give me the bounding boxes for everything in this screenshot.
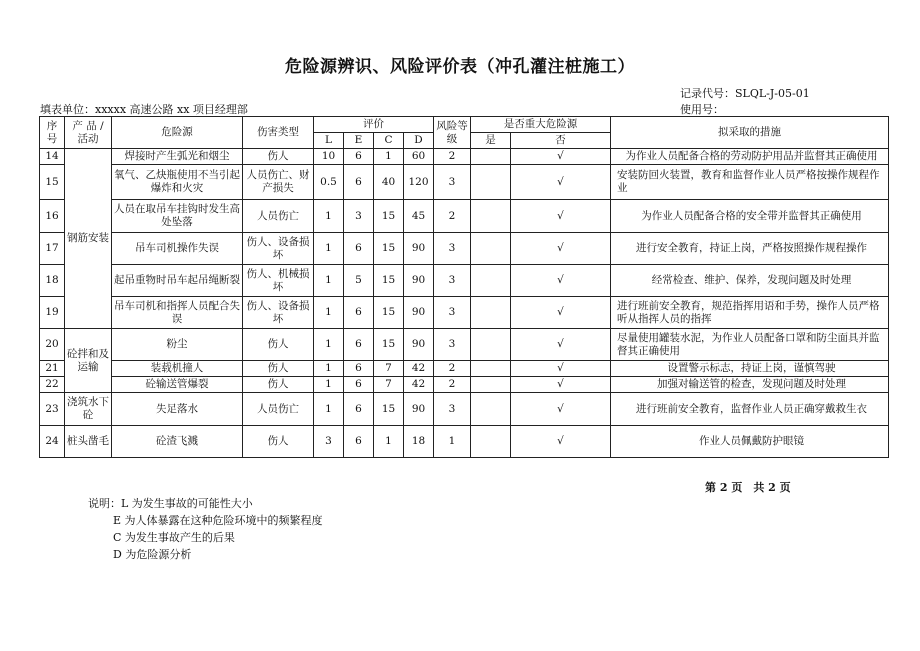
cell-level: 2 <box>434 361 471 377</box>
cell-yes <box>471 200 511 233</box>
page-number: 第 2 页 共 2 页 <box>705 481 791 494</box>
cell-no: √ <box>511 265 611 297</box>
cell-C: 40 <box>374 165 404 200</box>
cell-yes <box>471 265 511 297</box>
cell-L: 3 <box>314 426 344 458</box>
header-E: E <box>344 133 374 149</box>
cell-harm: 伤人 <box>243 149 314 165</box>
cell-seq: 24 <box>40 426 65 458</box>
cell-E: 6 <box>344 233 374 265</box>
cell-E: 6 <box>344 426 374 458</box>
cell-seq: 16 <box>40 200 65 233</box>
cell-D: 90 <box>404 393 434 426</box>
cell-D: 90 <box>404 233 434 265</box>
cell-C: 15 <box>374 233 404 265</box>
cell-C: 15 <box>374 297 404 329</box>
note-line: 说明：L 为发生事故的可能性大小 <box>88 497 253 510</box>
cell-yes <box>471 297 511 329</box>
cell-D: 42 <box>404 377 434 393</box>
cell-C: 1 <box>374 426 404 458</box>
header-eval: 评价 <box>314 117 434 133</box>
record-code: 记录代号：SLQL-J-05-01 <box>680 87 810 100</box>
cell-no: √ <box>511 361 611 377</box>
cell-D: 90 <box>404 265 434 297</box>
note-line: D 为危险源分析 <box>113 548 192 561</box>
cell-D: 42 <box>404 361 434 377</box>
cell-yes <box>471 233 511 265</box>
cell-harm: 伤人 <box>243 426 314 458</box>
cell-C: 1 <box>374 149 404 165</box>
hazard-table <box>39 116 889 458</box>
cell-measure: 作业人员佩戴防护眼镜 <box>611 426 889 458</box>
cell-no: √ <box>511 233 611 265</box>
cell-no: √ <box>511 200 611 233</box>
cell-L: 1 <box>314 329 344 361</box>
cell-no: √ <box>511 377 611 393</box>
cell-measure: 安装防回火装置，教育和监督作业人员严格按操作规程作业 <box>611 165 889 200</box>
cell-level: 3 <box>434 233 471 265</box>
header-seq: 序号 <box>40 117 65 149</box>
header-product: 产 品 / 活动 <box>65 117 112 149</box>
table-row <box>40 377 889 393</box>
cell-hazard: 砼渣飞溅 <box>112 426 243 458</box>
cell-no: √ <box>511 393 611 426</box>
cell-hazard: 吊车司机操作失误 <box>112 233 243 265</box>
table-row <box>40 149 889 165</box>
table-row <box>40 233 889 265</box>
cell-D: 45 <box>404 200 434 233</box>
cell-E: 6 <box>344 297 374 329</box>
cell-D: 90 <box>404 297 434 329</box>
cell-L: 1 <box>314 233 344 265</box>
cell-level: 2 <box>434 149 471 165</box>
header-yes: 是 <box>471 133 511 149</box>
cell-level: 3 <box>434 265 471 297</box>
use-number: 使用号： <box>680 103 724 116</box>
cell-E: 6 <box>344 149 374 165</box>
cell-yes <box>471 329 511 361</box>
header-D: D <box>404 133 434 149</box>
cell-harm: 伤人 <box>243 329 314 361</box>
cell-C: 15 <box>374 265 404 297</box>
cell-L: 0.5 <box>314 165 344 200</box>
cell-seq: 21 <box>40 361 65 377</box>
cell-L: 1 <box>314 265 344 297</box>
cell-yes <box>471 393 511 426</box>
header-measures: 拟采取的措施 <box>611 117 889 149</box>
cell-measure: 经常检查、维护、保养，发现问题及时处理 <box>611 265 889 297</box>
cell-E: 6 <box>344 361 374 377</box>
cell-measure: 进行班前安全教育，规范指挥用语和手势，操作人员严格听从指挥人员的指挥 <box>611 297 889 329</box>
cell-L: 1 <box>314 361 344 377</box>
cell-level: 2 <box>434 377 471 393</box>
cell-L: 1 <box>314 377 344 393</box>
cell-yes <box>471 361 511 377</box>
cell-E: 6 <box>344 393 374 426</box>
cell-level: 3 <box>434 393 471 426</box>
cell-measure: 进行班前安全教育，监督作业人员正确穿戴救生衣 <box>611 393 889 426</box>
cell-hazard: 装载机撞人 <box>112 361 243 377</box>
cell-measure: 为作业人员配备合格的安全带并监督其正确使用 <box>611 200 889 233</box>
cell-no: √ <box>511 149 611 165</box>
table-row <box>40 265 889 297</box>
cell-seq: 14 <box>40 149 65 165</box>
cell-C: 15 <box>374 329 404 361</box>
table-row <box>40 393 889 426</box>
cell-no: √ <box>511 426 611 458</box>
cell-measure: 进行安全教育，持证上岗，严格按照操作规程操作 <box>611 233 889 265</box>
header-harm-type: 伤害类型 <box>243 117 314 149</box>
header-L: L <box>314 133 344 149</box>
cell-yes <box>471 165 511 200</box>
cell-activity-group: 钢筋安装 <box>65 149 112 329</box>
cell-D: 120 <box>404 165 434 200</box>
cell-L: 1 <box>314 200 344 233</box>
header-hazard: 危险源 <box>112 117 243 149</box>
cell-measure: 加强对输送管的检查，发现问题及时处理 <box>611 377 889 393</box>
note-line: C 为发生事故产生的后果 <box>113 531 235 544</box>
cell-C: 15 <box>374 393 404 426</box>
cell-L: 1 <box>314 297 344 329</box>
cell-E: 6 <box>344 165 374 200</box>
table-row <box>40 165 889 200</box>
cell-level: 2 <box>434 200 471 233</box>
cell-activity: 桩头凿毛 <box>65 426 112 458</box>
cell-yes <box>471 377 511 393</box>
header-risk-level: 风险等级 <box>434 117 471 149</box>
header-no: 否 <box>511 133 611 149</box>
cell-yes <box>471 426 511 458</box>
cell-measure: 尽量使用罐装水泥，为作业人员配备口罩和防尘面具并监督其正确使用 <box>611 329 889 361</box>
cell-harm: 伤人、机械损坏 <box>243 265 314 297</box>
table-row <box>40 329 889 361</box>
cell-seq: 23 <box>40 393 65 426</box>
cell-no: √ <box>511 297 611 329</box>
note-line: E 为人体暴露在这种危险环境中的频繁程度 <box>113 514 323 527</box>
cell-seq: 19 <box>40 297 65 329</box>
cell-level: 3 <box>434 165 471 200</box>
cell-D: 90 <box>404 329 434 361</box>
cell-harm: 伤人 <box>243 377 314 393</box>
table-row <box>40 297 889 329</box>
fill-unit: 填表单位：xxxxx 高速公路 xx 项目经理部 <box>40 103 248 116</box>
cell-harm: 伤人、设备损坏 <box>243 297 314 329</box>
cell-D: 18 <box>404 426 434 458</box>
cell-hazard: 失足落水 <box>112 393 243 426</box>
cell-hazard: 人员在取吊车挂钩时发生高处坠落 <box>112 200 243 233</box>
cell-harm: 人员伤亡 <box>243 393 314 426</box>
cell-hazard: 氧气、乙炔瓶使用不当引起爆炸和火灾 <box>112 165 243 200</box>
table-row <box>40 426 889 458</box>
cell-level: 3 <box>434 297 471 329</box>
cell-yes <box>471 149 511 165</box>
cell-hazard: 粉尘 <box>112 329 243 361</box>
table-row <box>40 361 889 377</box>
cell-L: 1 <box>314 393 344 426</box>
cell-L: 10 <box>314 149 344 165</box>
cell-C: 7 <box>374 361 404 377</box>
document-title: 危险源辨识、风险评价表（冲孔灌注桩施工） <box>285 57 635 77</box>
cell-C: 7 <box>374 377 404 393</box>
cell-harm: 伤人、设备损坏 <box>243 233 314 265</box>
cell-hazard: 起吊重物时吊车起吊绳断裂 <box>112 265 243 297</box>
cell-harm: 人员伤亡 <box>243 200 314 233</box>
cell-harm: 伤人 <box>243 361 314 377</box>
header-C: C <box>374 133 404 149</box>
cell-seq: 17 <box>40 233 65 265</box>
table-row <box>40 200 889 233</box>
cell-level: 3 <box>434 329 471 361</box>
cell-measure: 设置警示标志，持证上岗，谨慎驾驶 <box>611 361 889 377</box>
cell-seq: 18 <box>40 265 65 297</box>
cell-hazard: 吊车司机和指挥人员配合失误 <box>112 297 243 329</box>
cell-seq: 22 <box>40 377 65 393</box>
cell-E: 3 <box>344 200 374 233</box>
cell-activity-group: 砼拌和及运输 <box>65 329 112 393</box>
header-major-hazard: 是否重大危险源 <box>471 117 611 133</box>
cell-hazard: 焊接时产生弧光和烟尘 <box>112 149 243 165</box>
cell-seq: 15 <box>40 165 65 200</box>
cell-activity: 浇筑水下砼 <box>65 393 112 426</box>
cell-harm: 人员伤亡、财产损失 <box>243 165 314 200</box>
cell-level: 1 <box>434 426 471 458</box>
cell-C: 15 <box>374 200 404 233</box>
cell-no: √ <box>511 165 611 200</box>
cell-D: 60 <box>404 149 434 165</box>
cell-seq: 20 <box>40 329 65 361</box>
cell-E: 6 <box>344 377 374 393</box>
cell-hazard: 砼输送管爆裂 <box>112 377 243 393</box>
cell-measure: 为作业人员配备合格的劳动防护用品并监督其正确使用 <box>611 149 889 165</box>
cell-no: √ <box>511 329 611 361</box>
notes <box>88 495 323 563</box>
cell-E: 6 <box>344 329 374 361</box>
cell-E: 5 <box>344 265 374 297</box>
